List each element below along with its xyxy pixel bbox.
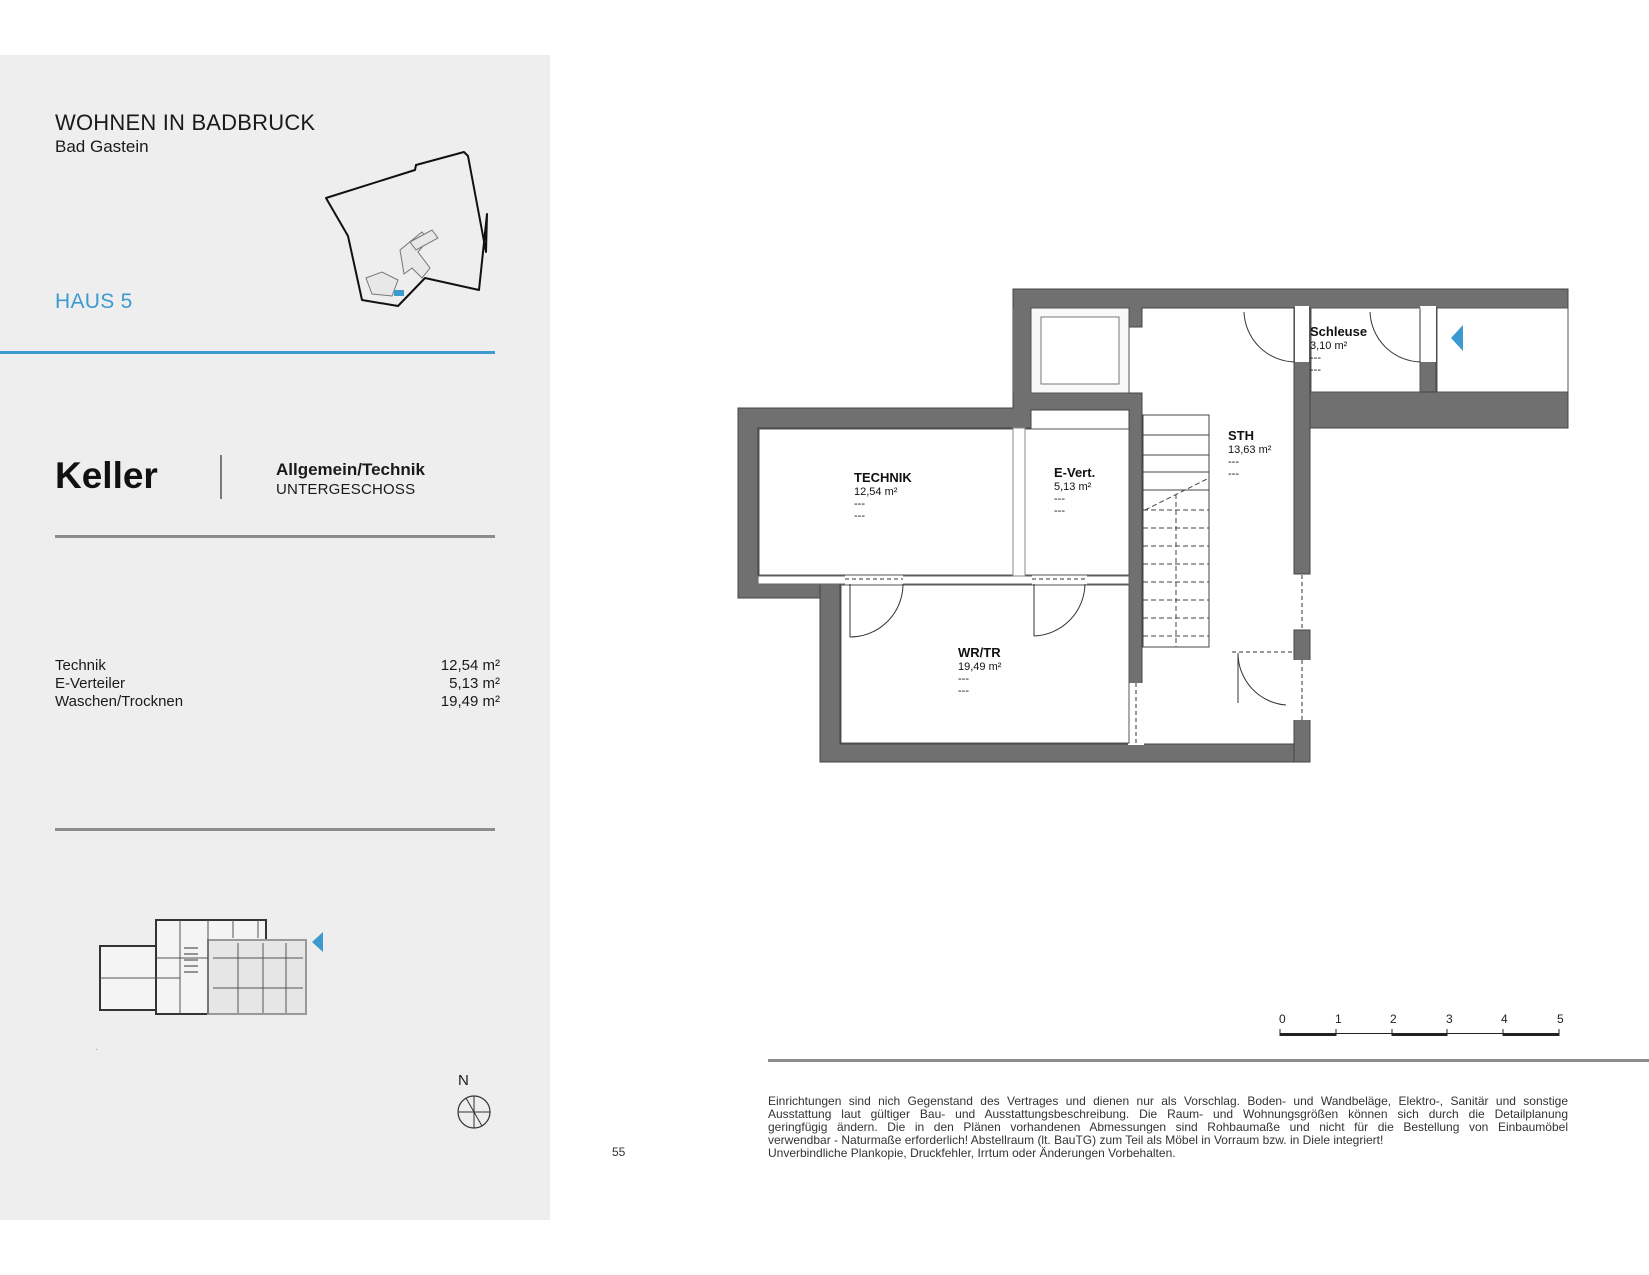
disclaimer-line: verwendbar - Naturmaße erforderlich! Abstellraum (lt. BauTG) zum Teil als Möbel in Vorraum bzw. in Diele integriert! [768, 1133, 1384, 1147]
scale-tick-label: 5 [1557, 1012, 1564, 1026]
room-area-sth: 13,63 m² [1228, 444, 1272, 456]
disclaimer [768, 1095, 1568, 1160]
footer-divider [768, 1059, 1649, 1062]
room-name: Waschen/Trocknen [55, 693, 184, 710]
thumbnail-dot: . [96, 1046, 98, 1052]
room-name: Technik [55, 657, 106, 674]
room-line2-schleuse: --- [1310, 364, 1321, 376]
room-area-technik: 12,54 m² [854, 486, 898, 498]
disclaimer-line: geringfügig ändern. Die in den Plänen vorhandenen Abmessungen sind Rohbaumaße und nicht für die Bestellung von Einbaumöbel [768, 1120, 1568, 1134]
room-line1-schleuse: --- [1310, 352, 1321, 364]
scale-tick-label: 2 [1390, 1012, 1397, 1026]
disclaimer-line: Unverbindliche Plankopie, Druckfehler, Irrtum oder Änderungen Vorbehalten. [768, 1146, 1176, 1160]
unit-level: UNTERGESCHOSS [276, 481, 416, 498]
room-area: 5,13 m² [449, 675, 500, 692]
room-line1-wrtr: --- [958, 673, 969, 685]
scale-tick-label: 4 [1501, 1012, 1508, 1026]
room-label-sth: STH [1228, 428, 1254, 443]
room-line1-technik: --- [854, 498, 865, 510]
room-line1-sth: --- [1228, 456, 1239, 468]
scale-bar [1276, 1010, 1566, 1040]
room-area: 12,54 m² [440, 657, 500, 674]
room-area: 19,49 m² [440, 693, 500, 710]
room-area-schleuse: 3,10 m² [1310, 340, 1348, 352]
unit-name: Keller [55, 455, 158, 496]
room-label-technik: TECHNIK [854, 470, 912, 485]
project-location: Bad Gastein [55, 137, 149, 156]
house-label: HAUS 5 [55, 290, 133, 313]
room-area-evert: 5,13 m² [1054, 481, 1092, 493]
disclaimer-line: Einrichtungen sind nich Gegenstand des Vertrages und dienen nur als Vorschlag. Boden- und Wandbeläge, Elektro-, Sanitär und sonstige [768, 1094, 1568, 1108]
room-label-wrtr: WR/TR [958, 645, 1001, 660]
room-line2-wrtr: --- [958, 685, 969, 697]
unit-category: Allgemein/Technik [276, 460, 425, 479]
room-label-evert: E-Vert. [1054, 465, 1096, 480]
north-label: N [458, 1072, 469, 1089]
room-area-wrtr: 19,49 m² [958, 661, 1002, 673]
room-label-schleuse: Schleuse [1310, 324, 1368, 339]
disclaimer-line: Ausstattung laut gültiger Bau- und Ausstattungsbeschreibung. Die Raum- und Wohnungsgrößen können sich durch die Detailplanung [768, 1107, 1568, 1121]
room-line1-evert: --- [1054, 493, 1065, 505]
project-title: WOHNEN IN BADBRUCK [55, 110, 316, 135]
room-name: E-Verteiler [55, 675, 126, 692]
room-line2-sth: --- [1228, 468, 1239, 480]
scale-tick-label: 0 [1279, 1012, 1286, 1026]
room-line2-technik: --- [854, 510, 865, 522]
scale-tick-label: 1 [1335, 1012, 1342, 1026]
scale-tick-label: 3 [1446, 1012, 1453, 1026]
page-number: 55 [612, 1145, 626, 1159]
room-line2-evert: --- [1054, 505, 1065, 517]
